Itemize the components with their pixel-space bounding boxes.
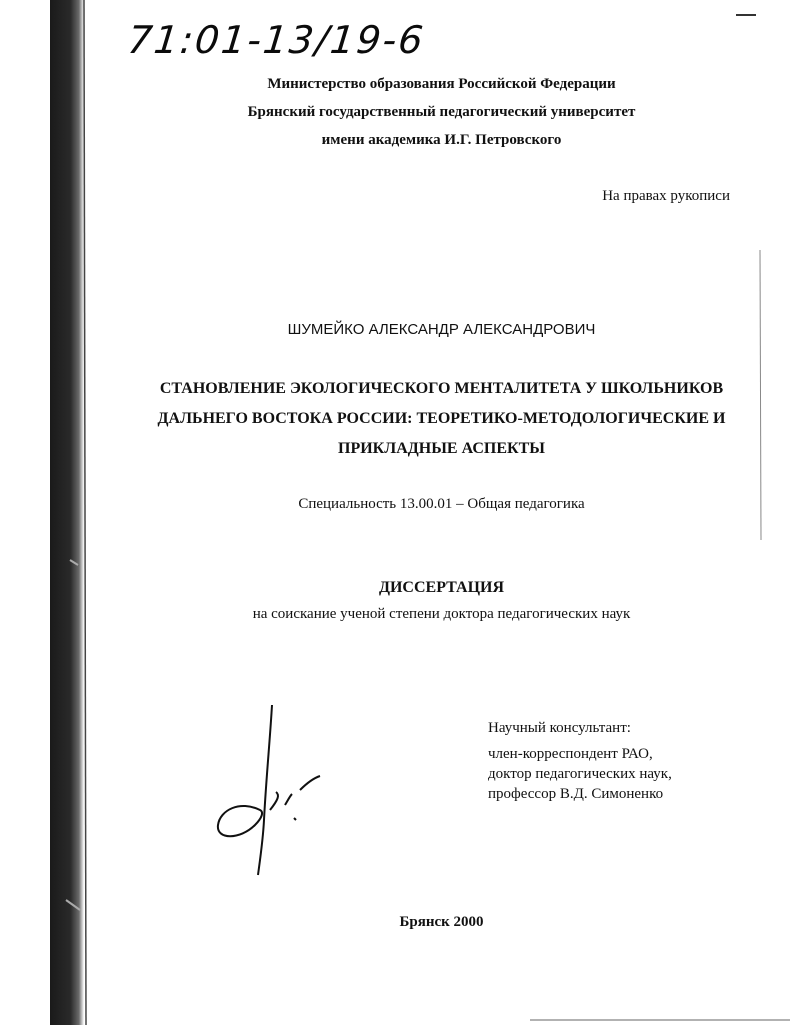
title-line-1: СТАНОВЛЕНИЕ ЭКОЛОГИЧЕСКОГО МЕНТАЛИТЕТА У ШКОЛЬНИКОВ (159, 380, 724, 397)
document-type: ДИССЕРТАЦИЯ (378, 579, 505, 596)
consultant-name: профессор В.Д. Симоненко (488, 786, 664, 802)
scan-dark-edge (50, 0, 84, 1025)
named-after-line: имени академика И.Г. Петровского (321, 132, 562, 148)
consultant-degree: доктор педагогических наук, (488, 766, 672, 782)
city-year: Брянск 2000 (399, 914, 484, 930)
consultant-label: Научный консультант: (488, 720, 631, 736)
handwritten-signature (200, 700, 340, 880)
rights-note: На правах рукописи (602, 188, 730, 204)
scan-mark (736, 14, 756, 16)
title-line-2: ДАЛЬНЕГО ВОСТОКА РОССИИ: ТЕОРЕТИКО-МЕТОДОЛОГИЧЕСКИЕ И (157, 410, 726, 427)
archive-number-handwritten: 71:01-13/19-6 (125, 18, 427, 62)
university-line: Брянский государственный педагогический университет (247, 104, 636, 120)
author-name: ШУМЕЙКО АЛЕКСАНДР АЛЕКСАНДРОВИЧ (287, 321, 596, 338)
ministry-line: Министерство образования Российской Федерации (267, 76, 616, 92)
degree-line: на соискание ученой степени доктора педагогических наук (252, 606, 631, 622)
specialty: Специальность 13.00.01 – Общая педагогика (298, 496, 585, 512)
consultant-title: член-корреспондент РАО, (488, 746, 653, 762)
title-line-3: ПРИКЛАДНЫЕ АСПЕКТЫ (338, 440, 545, 457)
